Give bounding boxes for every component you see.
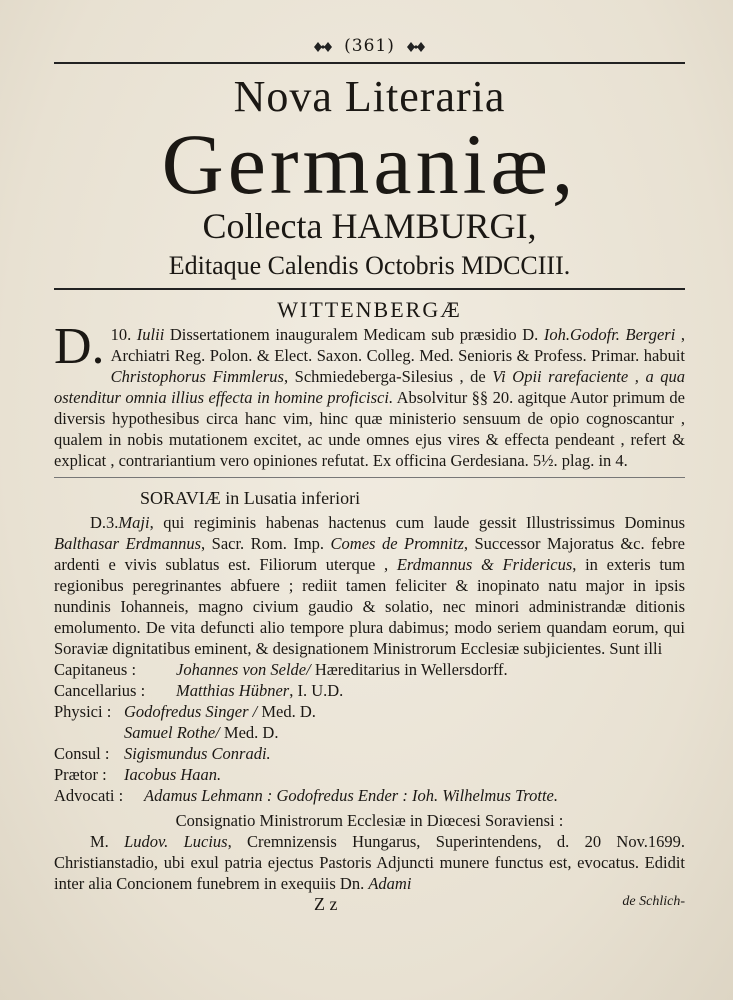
section-rule: [54, 477, 685, 478]
title-line-1: Nova Literaria: [233, 72, 506, 121]
official-label: [54, 722, 124, 743]
official-name: Godofredus Singer /: [124, 701, 258, 721]
official-label: Physici :: [54, 701, 112, 721]
officials-list: [54, 659, 685, 806]
italic-run: Ioh.Godofr. Bergeri: [543, 324, 676, 344]
official-name: Johannes von Selde/: [176, 659, 311, 679]
text-run: D.3.: [90, 512, 119, 532]
official-label: Advocati :: [54, 785, 124, 805]
official-row: [54, 785, 685, 806]
text-run: M.: [90, 831, 125, 851]
section-text-soraviae: [54, 512, 685, 659]
official-name: Matthias Hübner: [176, 680, 290, 700]
italic-run: Comes de Promnitz: [330, 533, 464, 553]
section-heading-soraviae: SORAVIÆ in Lusatia inferiori: [140, 487, 361, 508]
italic-run: Vi Opii rarefaciente , a qua ostenditur omnia illius effecta in homine proficisci.: [54, 366, 686, 407]
italic-run: Erdmannus & Fridericus: [396, 554, 573, 574]
italic-run: Ludov. Lucius: [124, 831, 228, 851]
page-footer: [54, 894, 685, 915]
section-heading-wittenbergae: WITTENBERGÆ: [277, 296, 462, 322]
text-run: , Cremnizensis Hungarus, Superintendens, d. 20 Nov.1699. Christianstadio, ubi exul patria ejectus Pastoris Adjuncti munere functus est, evocatus. Edidit inter alia Concionem funebrem in exequiis Dn.: [54, 831, 685, 893]
title-line-3: Collecta HAMBURGI,: [202, 206, 537, 246]
ornament-left-icon: [312, 40, 334, 54]
official-row: [54, 680, 685, 701]
official-label: Cancellarius :: [54, 680, 146, 700]
official-row: [54, 764, 685, 785]
italic-run: Adami: [368, 873, 412, 893]
official-label: Prætor :: [54, 764, 107, 784]
text-run: , Successor Majoratus &c. febre ardenti e vivis sublatus est. Filiorum uterque ,: [54, 533, 685, 574]
official-row: [54, 743, 685, 764]
signature-mark: Z z: [314, 893, 338, 914]
section-text-wittenbergae: [54, 317, 686, 471]
catchword: de Schlich-: [622, 893, 685, 909]
title-rule: [54, 288, 685, 290]
official-name: Sigismundus Conradi.: [124, 743, 271, 763]
official-name: Iacobus Haan.: [124, 764, 222, 784]
text-run: , Sacr. Rom. Imp.: [201, 533, 331, 553]
official-title: , I. U.D.: [289, 680, 344, 700]
text-run: Dissertationem inauguralem Medicam sub præsidio D.: [164, 324, 544, 344]
italic-run: Christophorus Fimmlerus: [110, 366, 284, 386]
page-number: (361): [344, 36, 395, 56]
text-run: , Schmiedeberga-Silesius , de: [283, 366, 493, 386]
ornament-right-icon: [405, 40, 427, 54]
official-name: Adamus Lehmann : Godofredus Ender : Ioh. Wilhelmus Trotte.: [144, 785, 559, 805]
text-run: , qui regiminis habenas hactenus cum laude gessit Illustrissimus Dominus: [149, 512, 685, 532]
italic-run: Balthasar Erdmannus: [54, 533, 202, 553]
page-header: [54, 34, 685, 58]
official-title: Med. D.: [257, 701, 316, 721]
top-rule: [54, 62, 685, 64]
text-run: , Archiatri Reg. Polon. & Elect. Saxon. Colleg. Med. Senioris & Profess. Primar. habuit: [110, 324, 686, 365]
text-run: Absolvitur §§ 20. agitque Autor primum de diversis hypothesibus circa hanc vim, hinc quæ ministerio sensuum de opio cognoscantur , qualem in nobis mutationem excitet, ac unde omnes ejus vires & effecta pendeant , refert & explicat , contrariantium vero opiniones refutat. Ex officina Gerdesiana. 5½. plag. in 4.: [54, 387, 685, 470]
official-title: Hæreditarius in Wellersdorff.: [310, 659, 508, 679]
text-run: , in exteris tum regionibus peregrinantes abfuere ; rediit tamen feliciter & inopinato natu major in ipsis nundinis Iohanneis, magno civium gaudio & solatio, nec minori administrandæ ditionis emolumento. De vita defuncti alio tempore plura dabimus; modo seriem quandam eorum, qui Soraviæ dignitatibus eminent, & designationem Ministrorum Ecclesiæ subjicientes. Sunt illi: [54, 554, 686, 658]
section-text-consignatio: [54, 831, 685, 894]
italic-run: Iulii: [136, 324, 165, 344]
text-run: 10.: [110, 324, 137, 344]
title-line-2: Germaniæ,: [161, 116, 578, 212]
official-name: Samuel Rothe/: [124, 722, 220, 742]
official-title: Med. D.: [219, 722, 279, 742]
official-label: Capitaneus :: [54, 659, 137, 679]
italic-run: Maji: [118, 512, 150, 532]
official-row: [54, 659, 685, 680]
drop-cap: D.: [54, 317, 105, 375]
section-heading-consignatio: Consignatio Ministrorum Ecclesiæ in Diœcesi Soraviensi :: [175, 810, 564, 830]
title-line-4: Editaque Calendis Octobris MDCCIII.: [168, 251, 571, 280]
official-label: Consul :: [54, 743, 110, 763]
official-row: [54, 722, 685, 743]
official-row: [54, 701, 685, 722]
